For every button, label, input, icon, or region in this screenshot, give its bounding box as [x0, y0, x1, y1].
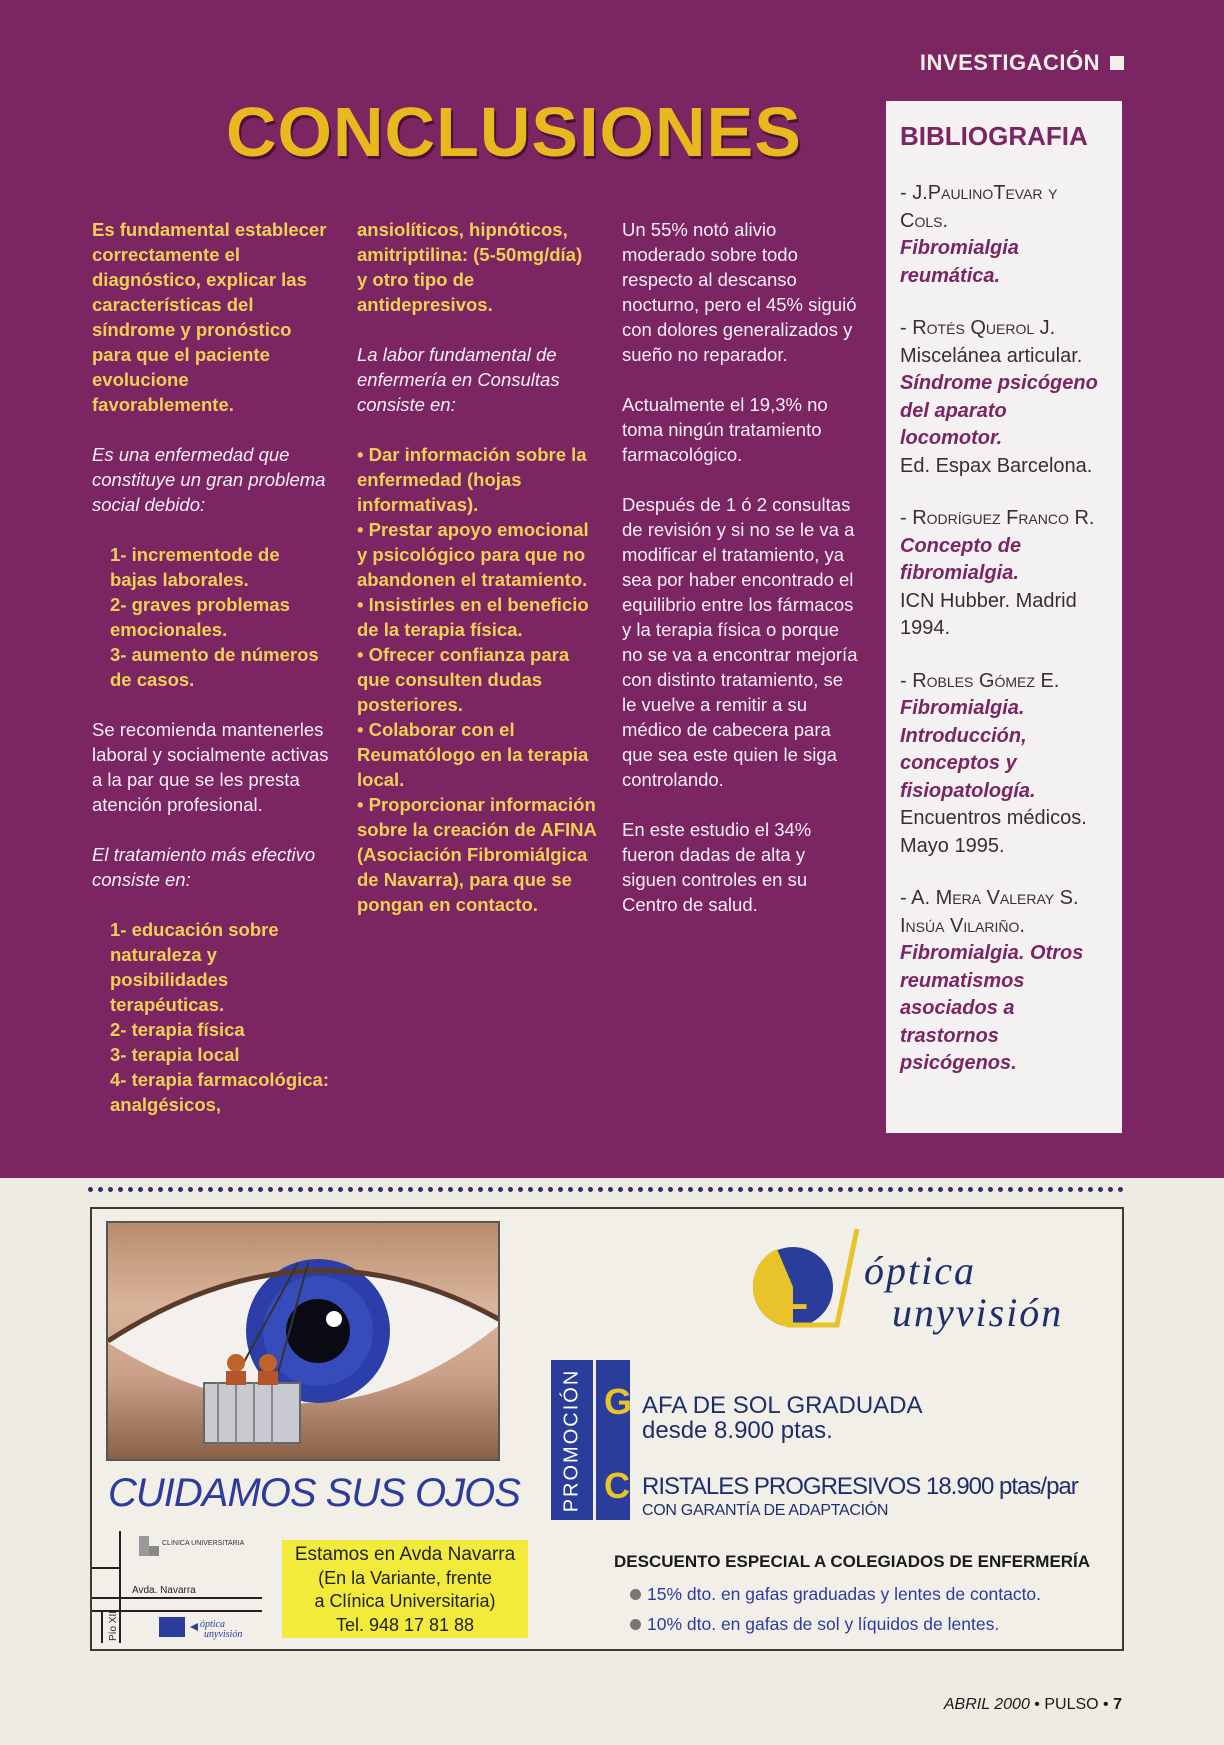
- section-tag: [920, 50, 1124, 76]
- paragraph: En este estudio el 34% fueron dadas de alta y siguen controles en su Centro de salud.: [622, 819, 812, 915]
- entry-publisher: Encuentros médicos. Mayo 1995.: [900, 807, 1087, 857]
- list-item: • Prestar apoyo emocional y psicológico para que no abandonen el tratamiento.: [357, 519, 589, 590]
- page-number: 7: [1113, 1696, 1122, 1713]
- entry-author: - A. Mera Valeray S. Insúa Vilariño.: [900, 887, 1079, 937]
- map-label-shop: óptica: [200, 1619, 225, 1630]
- paragraph: El tratamiento más efectivo consiste en:: [92, 844, 316, 890]
- offer-line: RISTALES PROGRESIVOS 18.900 ptas/par: [642, 1473, 1078, 1500]
- list-item: • Colaborar con el Reumatólogo en la terapia local.: [357, 719, 589, 790]
- map-label-clinic: CLINICA UNIVERSITARIA: [162, 1540, 245, 1547]
- list-item: 2- graves problemas emocionales.: [110, 594, 290, 640]
- list-item: • Proporcionar información sobre la creación de AFINA (Asociación Fibromiálgica de Navarra), para que se pongan en contacto.: [357, 794, 597, 915]
- discount-item: [630, 1584, 1041, 1605]
- brand-name-line2: unyvisión: [892, 1290, 1064, 1335]
- numbered-list: [92, 542, 332, 692]
- paragraph: ansiolíticos, hipnóticos, amitriptilina: (5-50mg/día) y otro tipo de antidepresivos.: [357, 219, 583, 315]
- promo-label: [551, 1360, 593, 1520]
- map-label-avenue: Avda. Navarra: [132, 1585, 196, 1596]
- discount-item: [630, 1614, 999, 1635]
- discount-text: 15% dto. en gafas graduadas y lentes de contacto.: [647, 1584, 1042, 1604]
- bibliography-entry: [900, 505, 1110, 643]
- entry-author: - Robles Gómez E.: [900, 669, 1060, 692]
- entry-title: Fibromialgia. Otros reumatismos asociados a trastornos psicógenos.: [900, 942, 1084, 1074]
- offer-note: CON GARANTÍA DE ADAPTACIÓN: [642, 1502, 889, 1519]
- list-item: 2- terapia física: [110, 1019, 245, 1040]
- dotted-divider: [88, 1187, 1124, 1192]
- bullet-icon: [630, 1589, 641, 1600]
- entry-author: - Rotés Querol J.: [900, 317, 1056, 339]
- discount-heading: DESCUENTO ESPECIAL A COLEGIADOS DE ENFERMERÍA: [614, 1552, 1091, 1571]
- logo-letter: L: [781, 1270, 808, 1319]
- list-item: • Insistirles en el beneficio de la terapia física.: [357, 594, 589, 640]
- entry-publisher: Ed. Espax Barcelona.: [900, 454, 1093, 477]
- initial-letter: C: [604, 1465, 630, 1506]
- bibliography-box: [886, 101, 1122, 1133]
- phone-number: Tel. 948 17 81 88: [335, 1614, 475, 1635]
- text-column-2: [357, 217, 597, 942]
- entry-title: Síndrome psicógeno del aparato locomotor.: [900, 372, 1098, 449]
- location-map: [92, 1531, 272, 1643]
- optics-advertisement: [90, 1207, 1124, 1651]
- text-column-3: [622, 217, 862, 942]
- address-line: (En la Variante, frente: [318, 1567, 492, 1588]
- magazine-name: PULSO: [1044, 1696, 1099, 1713]
- section-label: INVESTIGACIÓN: [919, 50, 1100, 75]
- bibliography-heading: BIBLIOGRAFIA: [900, 121, 1088, 151]
- list-item: 3- terapia local: [110, 1044, 240, 1065]
- map-label-shop: unyvisión: [204, 1629, 243, 1640]
- paragraph: Se recomienda mantenerles laboral y socialmente activas a la par que se les presta atención profesional.: [92, 719, 329, 815]
- paragraph: Es una enfermedad que constituye un gran problema social debido:: [92, 444, 326, 515]
- entry-source: Miscelánea articular.: [900, 344, 1083, 367]
- entry-title: Fibromialgia. Introducción, conceptos y fisiopatología.: [900, 697, 1036, 802]
- bibliography-entry: [900, 180, 1110, 290]
- paragraph: Actualmente el 19,3% no toma ningún tratamiento farmacológico.: [622, 394, 828, 465]
- list-item: • Dar información sobre la enfermedad (hojas informativas).: [357, 444, 587, 515]
- address-box: [282, 1540, 528, 1638]
- bullet-list: [357, 442, 597, 917]
- bibliography-entry: [900, 885, 1110, 1078]
- eye-illustration: [108, 1223, 500, 1461]
- list-item: 3- aumento de números de casos.: [110, 644, 319, 690]
- entry-author: - J.PaulinoTevar y Cols.: [900, 182, 1058, 232]
- paragraph: Es fundamental establecer correctamente el diagnóstico, explicar las características del síndrome y pronóstico para que el paciente evolucione favorablemente.: [92, 219, 327, 415]
- square-bullet-icon: [1110, 56, 1124, 70]
- numbered-list: [92, 917, 332, 1117]
- promo-label-text: PROMOCIÓN: [560, 1368, 583, 1512]
- discount-text: 10% dto. en gafas de sol y líquidos de lentes.: [647, 1614, 1000, 1634]
- map-label-street: Pío XII: [108, 1610, 119, 1641]
- entry-title: Concepto de fibromialgia.: [900, 534, 1022, 584]
- article-title: CONCLUSIONES: [226, 93, 802, 171]
- bibliography-entry: [900, 315, 1110, 480]
- text-column-1: [92, 217, 332, 1142]
- address-line: Estamos en Avda Navarra: [294, 1544, 516, 1565]
- bibliography-entry: [900, 668, 1110, 861]
- paragraph: La labor fundamental de enfermería en Consultas consiste en:: [357, 344, 560, 415]
- bullet-icon: [630, 1619, 641, 1630]
- eye-photo: [106, 1221, 500, 1461]
- offer-line: AFA DE SOL GRADUADA: [642, 1392, 923, 1419]
- footer-separator: •: [1034, 1696, 1045, 1713]
- ad-slogan: CUIDAMOS SUS OJOS: [108, 1471, 520, 1515]
- list-item: 1- incrementode de bajas laborales.: [110, 544, 280, 590]
- entry-publisher: ICN Hubber. Madrid 1994.: [900, 589, 1077, 639]
- list-item: • Ofrecer confianza para que consulten dudas posteriores.: [357, 644, 570, 715]
- brand-name-line1: óptica: [864, 1248, 976, 1293]
- entry-title: Fibromialgia reumática.: [900, 237, 1019, 287]
- footer-separator: •: [1103, 1696, 1114, 1713]
- paragraph: Un 55% notó alivio moderado sobre todo respecto al descanso nocturno, pero el 45% siguió con dolores generalizados y sueño no reparador.: [622, 219, 857, 365]
- paragraph: Después de 1 ó 2 consultas de revisión y si no se le va a modificar el tratamiento, ya sea por haber encontrado el equilibrio entre los fármacos y la terapia física o porque no se va a encontrar mejoría con distinto tratamiento, se le vuelve a remitir a su médico de cabecera para que sea este quien le siga controlando.: [622, 494, 858, 790]
- entry-author: - Rodríguez Franco R.: [900, 507, 1095, 529]
- address-line: a Clínica Universitaria): [314, 1591, 496, 1611]
- initial-letter: G: [604, 1381, 633, 1422]
- page-footer: [944, 1696, 1122, 1714]
- issue-date: ABRIL 2000: [943, 1696, 1030, 1713]
- list-item: 1- educación sobre naturaleza y posibilidades terapéuticas.: [110, 919, 279, 1015]
- offer-price: desde 8.900 ptas.: [642, 1417, 833, 1444]
- list-item: 4- terapia farmacológica: analgésicos,: [110, 1069, 329, 1115]
